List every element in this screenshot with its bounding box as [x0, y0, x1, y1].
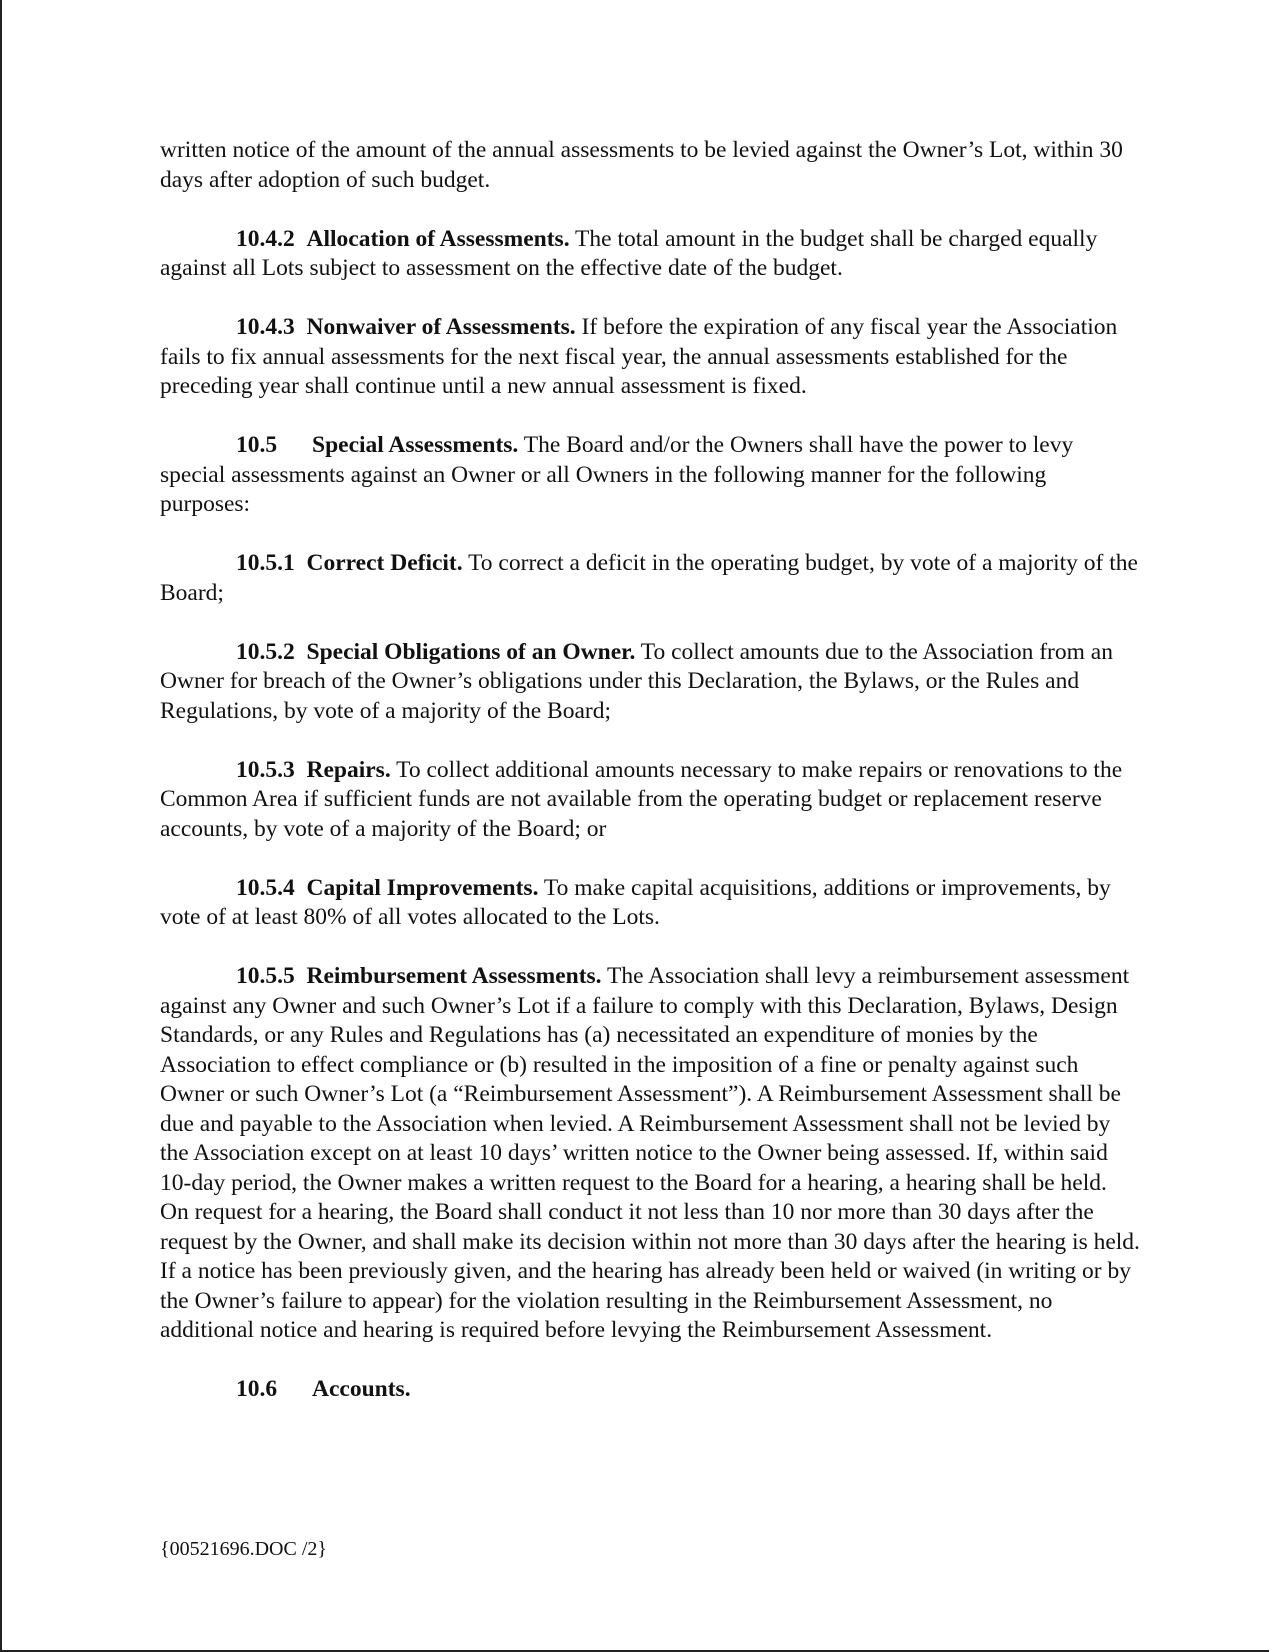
section-10-4-3 [160, 313, 1140, 402]
section-10-4-2 [160, 225, 1140, 284]
section-heading: Correct Deficit. [306, 550, 463, 576]
section-10-5-1 [160, 549, 1140, 608]
section-heading: Accounts. [312, 1376, 411, 1402]
section-number: 10.5.1 [236, 550, 295, 576]
section-text: The Association shall levy a reimbursement assessment against any Owner and such Owner’s Lot if a failure to comply with this Declaration, Bylaws, Design Standards, or any Rules and Regulations has (a) necessitated an expenditure of monies by the Association to effect compliance or (b) resulted in the imposition of a fine or penalty against such Owner or such Owner’s Lot (a “Reimbursement Assessment”). A Reimbursement Assessment shall be due and payable to the Association when levied. A Reimbursement Assessment shall not be levied by the Association except on at least 10 days’ written notice to the Owner being assessed. If, within said 10-day period, the Owner makes a written request to the Board for a hearing, a hearing shall be held. On request for a hearing, the Board shall conduct it not less than 10 nor more than 30 days after the request by the Owner, and shall make its decision within not more than 30 days after the hearing is held. If a notice has been previously given, and the hearing has already been held or waived (in writing or by the Owner’s failure to appear) for the violation resulting in the Reimbursement Assessment, no additional notice and hearing is required before levying the Reimbursement Assessment. [160, 963, 1140, 1343]
section-number: 10.5 [236, 432, 278, 458]
section-10-5-4 [160, 874, 1140, 933]
section-heading: Special Assessments. [312, 432, 519, 458]
section-10-5-2 [160, 638, 1140, 727]
section-heading: Capital Improvements. [306, 874, 539, 901]
section-heading: Special Obligations of an Owner. [306, 638, 636, 665]
section-number: 10.5.5 [236, 963, 295, 989]
section-number: 10.4.3 [236, 314, 295, 340]
intro-paragraph: written notice of the amount of the annual assessments to be levied against the Owner’s Lot, within 30 days after adoption of such budget. [160, 137, 1123, 193]
section-10-6 [160, 1375, 1140, 1405]
section-text: To make capital acquisitions, additions or improvements, by vote of at least 80% of all votes allocated to the Lots. [160, 874, 1111, 930]
section-number: 10.5.2 [236, 638, 295, 665]
section-number: 10.6 [236, 1376, 278, 1402]
section-text: The Board and/or the Owners shall have the power to levy special assessments against an Owner or all Owners in the following manner for the following purposes: [160, 432, 1074, 517]
section-heading: Repairs. [306, 756, 391, 783]
document-body [160, 136, 1140, 1434]
section-10-5 [160, 431, 1140, 520]
section-number: 10.5.4 [236, 874, 295, 901]
section-heading: Nonwaiver of Assessments. [306, 314, 576, 340]
section-10-5-3 [160, 756, 1140, 845]
section-heading: Reimbursement Assessments. [306, 963, 602, 989]
document-footer-id: {00521696.DOC /2} [160, 1538, 327, 1560]
section-heading: Allocation of Assessments. [306, 225, 570, 252]
section-number: 10.5.3 [236, 756, 295, 783]
section-text: To collect additional amounts necessary to make repairs or renovations to the Common Area if sufficient funds are not available from the operating budget or replacement reserve accounts, by vote of a majority of the Board; or [160, 756, 1123, 842]
section-number: 10.4.2 [236, 225, 295, 252]
section-text: To correct a deficit in the operating budget, by vote of a majority of the Board; [160, 550, 1138, 606]
section-text: The total amount in the budget shall be charged equally against all Lots subject to assessment on the effective date of the budget. [160, 225, 1098, 281]
section-text: To collect amounts due to the Association from an Owner for breach of the Owner’s obligations under this Declaration, the Bylaws, or the Rules and Regulations, by vote of a majority of the Board; [160, 638, 1113, 724]
section-10-5-5 [160, 962, 1140, 1346]
section-text: If before the expiration of any fiscal year the Association fails to fix annual assessments for the next fiscal year, the annual assessments established for the preceding year shall continue until a new annual assessment is fixed. [160, 314, 1118, 399]
